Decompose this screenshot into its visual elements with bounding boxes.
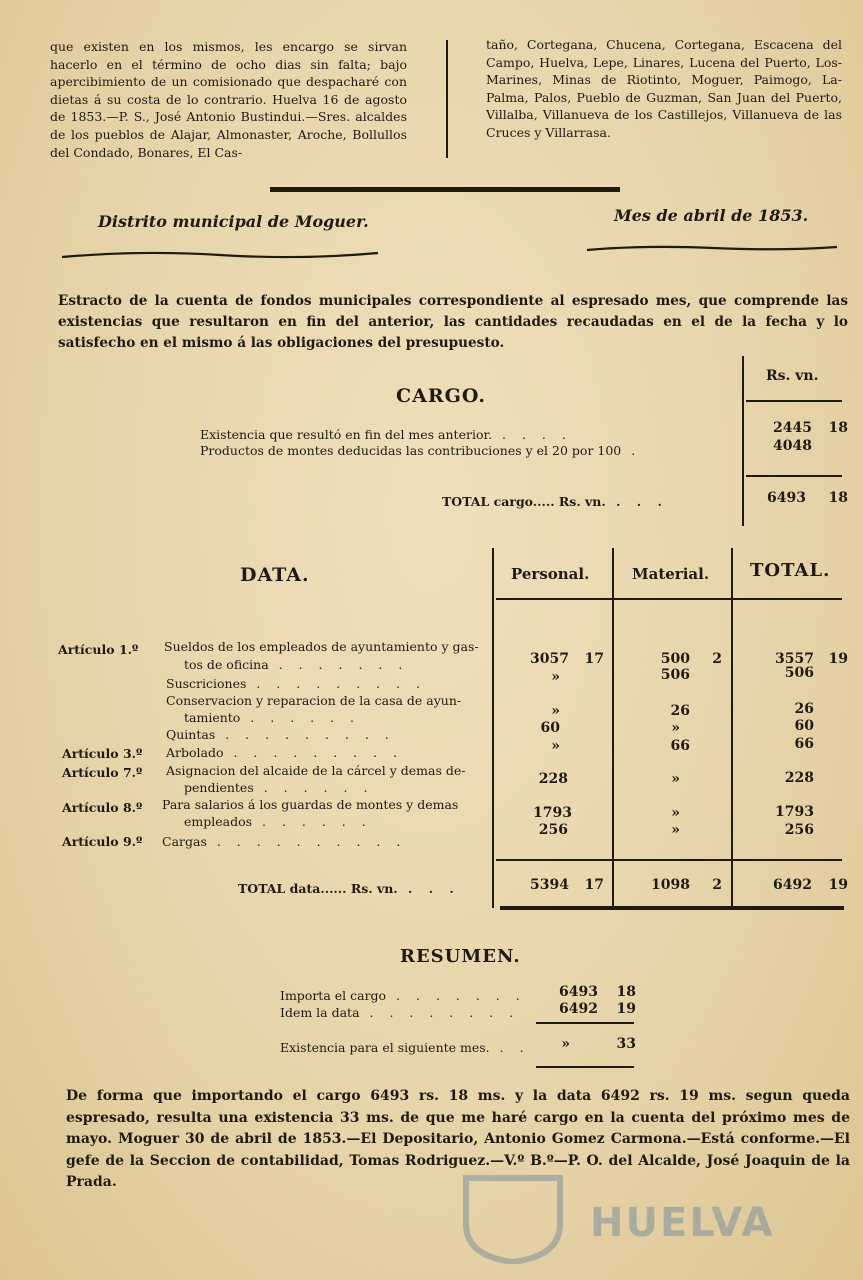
r3-material: 26 — [670, 703, 690, 719]
cargo-row2-rs: 4048 — [773, 438, 812, 454]
resumen-existencia-label: Existencia para el siguiente mes. . . — [280, 1040, 530, 1055]
cargo-total-rs: 6493 — [767, 490, 806, 506]
row-salarios-line2: empleados . . . . . . — [184, 814, 372, 829]
resumen-existencia-ms: 33 — [616, 1036, 636, 1052]
r5-personal: » — [551, 738, 560, 754]
row-cargas: Cargas . . . . . . . . . . — [162, 834, 407, 849]
r1-material: 500 — [660, 651, 690, 667]
r1-total-ms: 19 — [828, 651, 848, 667]
rs-vn-header: Rs. vn. — [766, 368, 819, 384]
data-header-rule — [496, 598, 842, 600]
article-8: Artículo 8.º — [62, 800, 143, 815]
data-total-total: 6492 — [773, 877, 812, 893]
watermark-text: HUELVA — [590, 1200, 775, 1246]
resumen-existencia-rs: » — [561, 1036, 570, 1052]
data-total-personal-ms: 17 — [584, 877, 604, 893]
closing-paragraph: De forma que importando el cargo 6493 rs. 18 ms. y la data 6492 rs. 19 ms. segun queda espresado, resulta una existencia 33 ms. de que me haré cargo en la cuenta del próximo mes de mayo. Moguer 30 de abril de 1853.—El Depositario, Antonio Gomez Carmona.—Está conforme.—El gefe de la Seccion de contabilidad, Tomas Rodriguez.—V.º B.º—P. O. del Alcalde, José Joaquin de la Prada. — [66, 1088, 850, 1190]
r1-material-ms: 2 — [712, 651, 722, 667]
data-total-total-ms: 19 — [828, 877, 848, 893]
row-asignacion-line2: pendientes . . . . . . — [184, 780, 374, 795]
resumen-data-ms: 19 — [616, 1001, 636, 1017]
intro-paragraph: Estracto de la cuenta de fondos municipales correspondiente al espresado mes, que comprende las existencias que resultaron en fin del anterior, las cantidades recaudadas en el de la fecha y lo satisfecho en el mismo á las obligaciones del presupuesto. — [58, 293, 848, 351]
r8-material: » — [671, 822, 680, 838]
r7-material: » — [671, 805, 680, 821]
row-salarios-line1: Para salarios á los guardas de montes y demas — [162, 797, 459, 812]
r7-personal: 1793 — [533, 805, 572, 821]
shield-watermark-icon — [458, 1172, 568, 1264]
header-personal: Personal. — [511, 565, 590, 583]
wave-rule-left — [60, 248, 380, 262]
data-total-rule-top — [496, 859, 842, 861]
resumen-data-rs: 6492 — [559, 1001, 598, 1017]
cargo-row1-rs: 2445 — [773, 420, 812, 436]
r1-total: 3557 — [775, 651, 814, 667]
row-sueldos-line2: tos de oficina . . . . . . . — [184, 657, 409, 672]
r7-total: 1793 — [775, 804, 814, 820]
row-quintas: Quintas . . . . . . . . . — [166, 727, 395, 742]
top-right-column: taño, Cortegana, Chucena, Cortegana, Escacena del Campo, Huelva, Lepe, Linares, Lucena del Puerto, Los-Marines, Minas de Riotinto, Moguer, Paimogo, La-Palma, Palos, Pueblo de Guzman, San Juan del Puerto, Villalba, Villanueva de los Castillejos, Villanueva de las Cruces y Villarrasa. — [486, 37, 842, 140]
r1-personal: 3057 — [530, 651, 569, 667]
r3-total: 26 — [794, 701, 814, 717]
cargo-header-rule — [746, 400, 842, 402]
data-col-line-3 — [731, 548, 733, 908]
cargo-total-ms: 18 — [828, 490, 848, 506]
cargo-row1-ms: 18 — [828, 420, 848, 436]
article-7: Artículo 7.º — [62, 765, 143, 780]
r2-material: 506 — [660, 667, 690, 683]
resumen-cargo-label: Importa el cargo . . . . . . . — [280, 988, 526, 1003]
column-divider — [446, 40, 448, 158]
r8-total: 256 — [784, 822, 814, 838]
r5-material: 66 — [670, 738, 690, 754]
data-heading: DATA. — [240, 564, 310, 586]
row-conservacion-line1: Conservacion y reparacion de la casa de ayun- — [166, 693, 462, 708]
district-name: Distrito municipal de Moguer. — [98, 212, 369, 231]
article-1: Artículo 1.º — [58, 642, 139, 657]
row-asignacion-line1: Asignacion del alcaide de la cárcel y demas de- — [166, 763, 466, 778]
section-separator — [270, 187, 620, 192]
row-suscriciones: Suscriciones . . . . . . . . . — [166, 676, 426, 691]
row-conservacion-line2: tamiento . . . . . . — [184, 710, 361, 725]
r4-material: » — [671, 720, 680, 736]
header-material: Material. — [632, 565, 710, 583]
r2-personal: » — [551, 669, 560, 685]
top-left-column: que existen en los mismos, les encargo se sirvan hacerlo en el término de ocho dias sin falta; bajo apercibimiento de un comisionado que despacharé con dietas á su costa de lo contrario. Huelva 16 de agosto de 1853.—P. S., José Antonio Bustindui.—Sres. alcaldes de los pueblos de Alajar, Almonaster, Aroche, Bollullos del Condado, Bonares, El Cas- — [50, 39, 407, 160]
data-total-label: TOTAL data...... Rs. vn. . . . — [238, 881, 460, 896]
r6-material: » — [671, 771, 680, 787]
resumen-cargo-ms: 18 — [616, 984, 636, 1000]
data-total-material-ms: 2 — [712, 877, 722, 893]
cargo-row-productos: Productos de montes deducidas las contribuciones y el 20 por 100 . — [200, 443, 642, 458]
resumen-rule-bottom — [536, 1066, 634, 1068]
data-col-line-2 — [612, 548, 614, 908]
header-total: TOTAL. — [750, 560, 831, 581]
article-9: Artículo 9.º — [62, 834, 143, 849]
r2-total: 506 — [784, 665, 814, 681]
cargo-total-label: TOTAL cargo..... Rs. vn. . . . — [442, 494, 668, 509]
resumen-rule — [536, 1022, 634, 1024]
data-total-personal: 5394 — [530, 877, 569, 893]
resumen-data-label: Idem la data . . . . . . . . — [280, 1005, 520, 1020]
r1-personal-ms: 17 — [584, 651, 604, 667]
cargo-heading: CARGO. — [396, 385, 486, 407]
r6-personal: 228 — [538, 771, 568, 787]
r4-personal: 60 — [540, 720, 560, 736]
wave-rule-right — [585, 242, 840, 256]
data-col-line-1 — [492, 548, 494, 908]
cargo-total-rule — [746, 475, 842, 477]
resumen-heading: RESUMEN. — [400, 946, 521, 967]
report-month: Mes de abril de 1853. — [614, 206, 809, 225]
article-3: Artículo 3.º — [62, 746, 143, 761]
row-arbolado: Arbolado . . . . . . . . . — [166, 745, 404, 760]
cargo-row-existencia: Existencia que resultó en fin del mes anterior. . . . . — [200, 427, 572, 442]
r8-personal: 256 — [538, 822, 568, 838]
row-sueldos-line1: Sueldos de los empleados de ayuntamiento y gas- — [164, 639, 479, 654]
r4-total: 60 — [794, 718, 814, 734]
data-total-material: 1098 — [651, 877, 690, 893]
r3-personal: » — [551, 703, 560, 719]
data-total-rule-bottom — [500, 906, 844, 910]
resumen-cargo-rs: 6493 — [559, 984, 598, 1000]
r5-total: 66 — [794, 736, 814, 752]
r6-total: 228 — [784, 770, 814, 786]
cargo-column-line — [742, 356, 744, 526]
